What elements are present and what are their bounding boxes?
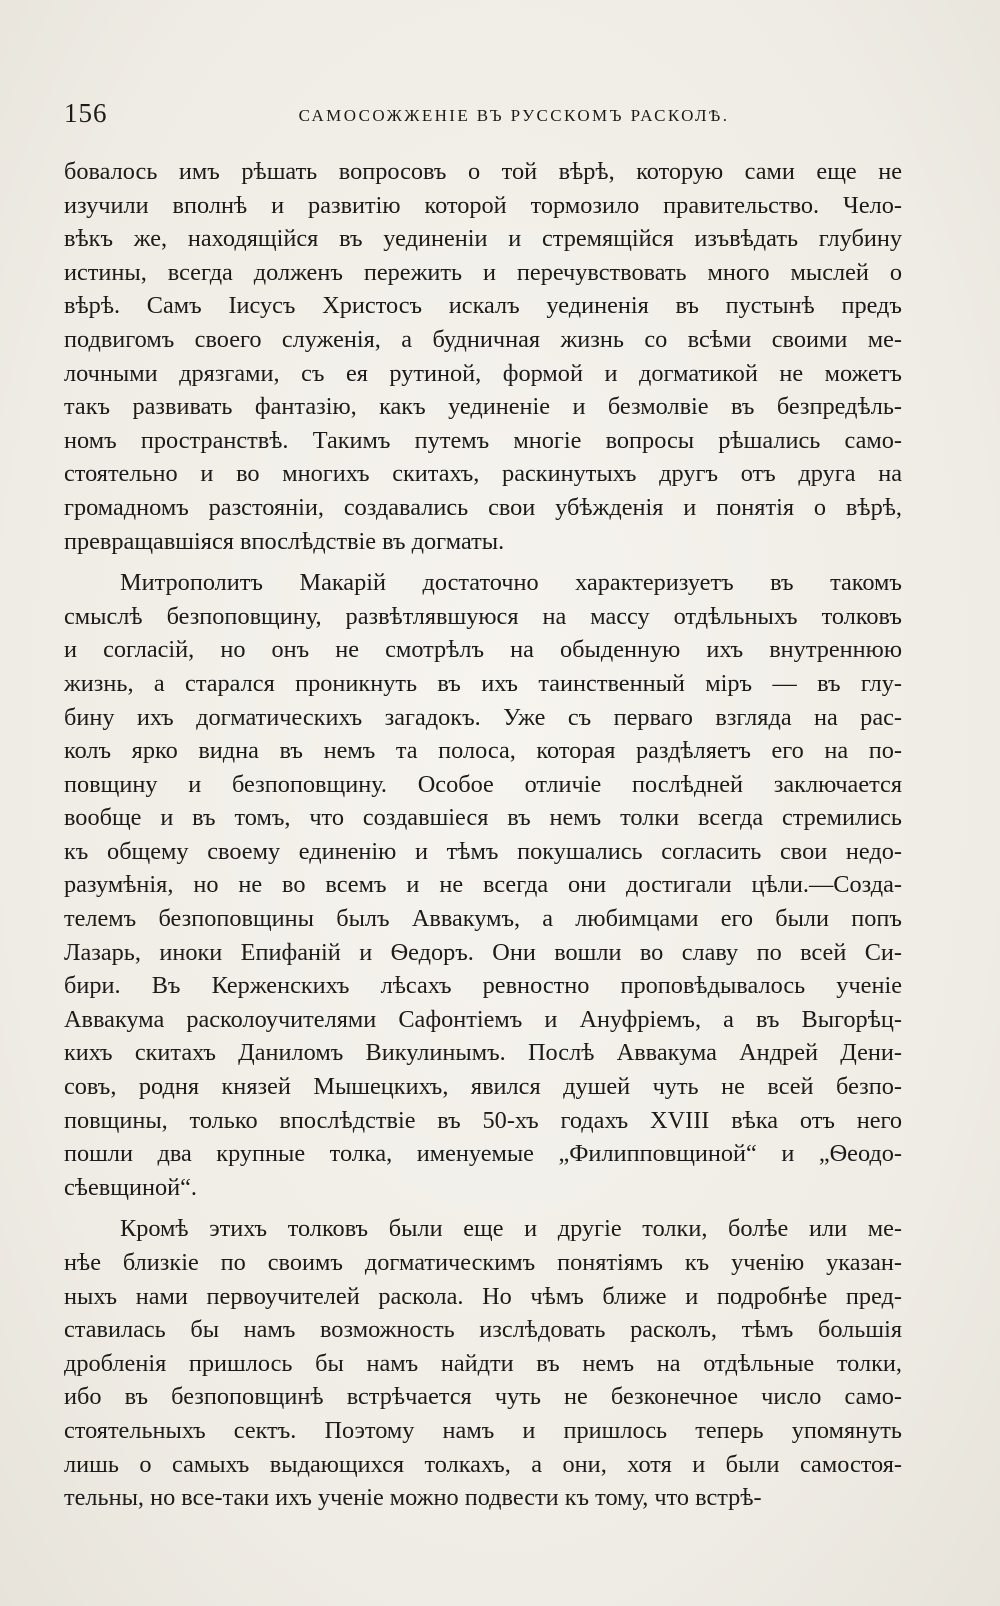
- text-line: бовалось имъ рѣшать вопросовъ о той вѣрѣ, которую сами еще не: [64, 158, 902, 185]
- text-line: къ общему своему единенію и тѣмъ покушались согласить свои недо-: [64, 837, 902, 865]
- text-line: дробленія пришлось бы намъ найдти въ немъ на отдѣльные толки,: [64, 1349, 902, 1377]
- text-line: бири. Въ Керженскихъ лѣсахъ ревностно проповѣдывалось ученіе: [64, 972, 902, 1000]
- text-line: жизнь, а старался проникнуть въ ихъ таинственный міръ — въ глу-: [64, 669, 902, 697]
- text-line: повщины, только впослѣдствіе въ 50-хъ годахъ XVIII вѣка отъ него: [64, 1106, 902, 1134]
- text-line: стоятельныхъ сектъ. Поэтому намъ и пришлось теперь упомянуть: [64, 1416, 902, 1444]
- page-number: 156: [64, 98, 108, 128]
- running-head-title: САМОСОЖЖЕНІЕ ВЪ РУССКОМЪ РАСКОЛѢ.: [298, 106, 730, 125]
- paragraph: [64, 1212, 902, 1514]
- paragraph: [64, 566, 902, 1204]
- text-line: ныхъ нами первоучителей раскола. Но чѣмъ ближе и подробнѣе пред-: [64, 1282, 902, 1310]
- text-line: разумѣнія, но не во всемъ и не всегда они достигали цѣли.—Созда-: [64, 871, 902, 899]
- text-line: нѣе близкіе по своимъ догматическимъ понятіямъ къ ученію указан-: [64, 1249, 902, 1276]
- text-line: тельны, но все-таки ихъ ученіе можно подвести къ тому, что встрѣ-: [64, 1484, 762, 1512]
- text-line: смыслѣ безпоповщину, развѣтлявшуюся на массу отдѣльныхъ толковъ: [64, 602, 902, 630]
- text-line: превращавшіяся впослѣдствіе въ догматы.: [64, 527, 505, 555]
- text-line: колъ ярко видна въ немъ та полоса, которая раздѣляетъ его на по-: [64, 737, 902, 765]
- text-line: лишь о самыхъ выдающихся толкахъ, а они, хотя и были самостоя-: [64, 1450, 902, 1478]
- text-line: совъ, родня князей Мышецкихъ, явился душей чуть не всей безпо-: [64, 1073, 902, 1101]
- body-text: [64, 155, 902, 1515]
- text-line: такъ развивать фантазію, какъ уединеніе и безмолвіе въ безпредѣль-: [64, 393, 902, 421]
- text-line: стоятельно и во многихъ скитахъ, раскинутыхъ другъ отъ друга на: [64, 460, 902, 488]
- text-line: Митрополитъ Макарій достаточно характеризуетъ въ такомъ: [120, 569, 902, 597]
- text-line: кихъ скитахъ Даниломъ Викулинымъ. Послѣ Аввакума Андрей Дени-: [64, 1039, 902, 1067]
- text-line: Аввакума расколоучителями Сафонтіемъ и Ануфріемъ, а въ Выгорѣц-: [64, 1005, 902, 1033]
- text-line: и согласій, но онъ не смотрѣлъ на обыденную ихъ внутреннюю: [64, 636, 902, 664]
- text-line: повщину и безпоповщину. Особое отличіе послѣдней заключается: [64, 770, 902, 798]
- running-head: [64, 98, 904, 132]
- paragraph-gap: [64, 558, 902, 566]
- text-line: Кромѣ этихъ толковъ были еще и другіе толки, болѣе или ме-: [120, 1215, 902, 1243]
- text-line: истины, всегда долженъ пережить и перечувствовать много мыслей о: [64, 258, 902, 286]
- text-line: лочными дрязгами, съ ея рутиной, формой и догматикой не можетъ: [64, 359, 902, 387]
- paragraph-gap: [64, 1204, 902, 1212]
- text-line: громадномъ разстояніи, создавались свои убѣжденія и понятія о вѣрѣ,: [64, 493, 902, 521]
- text-line: ставилась бы намъ возможность изслѣдовать расколъ, тѣмъ большія: [64, 1316, 902, 1344]
- text-line: вѣрѣ. Самъ Іисусъ Христосъ искалъ уединенія въ пустынѣ предъ: [64, 292, 902, 320]
- text-line: телемъ безпоповщины былъ Аввакумъ, а любимцами его были попъ: [64, 905, 902, 933]
- text-line: ибо въ безпоповщинѣ встрѣчается чуть не безконечное число само-: [64, 1383, 902, 1411]
- text-line: номъ пространствѣ. Такимъ путемъ многіе вопросы рѣшались само-: [64, 426, 902, 454]
- text-line: изучили вполнѣ и развитію которой тормозило правительство. Чело-: [64, 191, 902, 219]
- text-line: бину ихъ догматическихъ загадокъ. Уже съ перваго взгляда на рас-: [64, 703, 902, 731]
- text-line: сѣевщиной“.: [64, 1173, 197, 1201]
- text-line: Лазарь, иноки Епифаній и Ѳедоръ. Они вошли во славу по всей Си-: [64, 938, 902, 966]
- paragraph: [64, 155, 902, 558]
- text-line: вообще и въ томъ, что создавшіеся въ немъ толки всегда стремились: [64, 804, 902, 832]
- text-line: вѣкъ же, находящійся въ уединеніи и стремящійся изъвѣдать глубину: [64, 225, 902, 253]
- text-line: подвигомъ своего служенія, а будничная жизнь со всѣми своими ме-: [64, 325, 902, 353]
- text-line: пошли два крупные толка, именуемые „Филипповщиной“ и „Ѳеодо-: [64, 1140, 902, 1168]
